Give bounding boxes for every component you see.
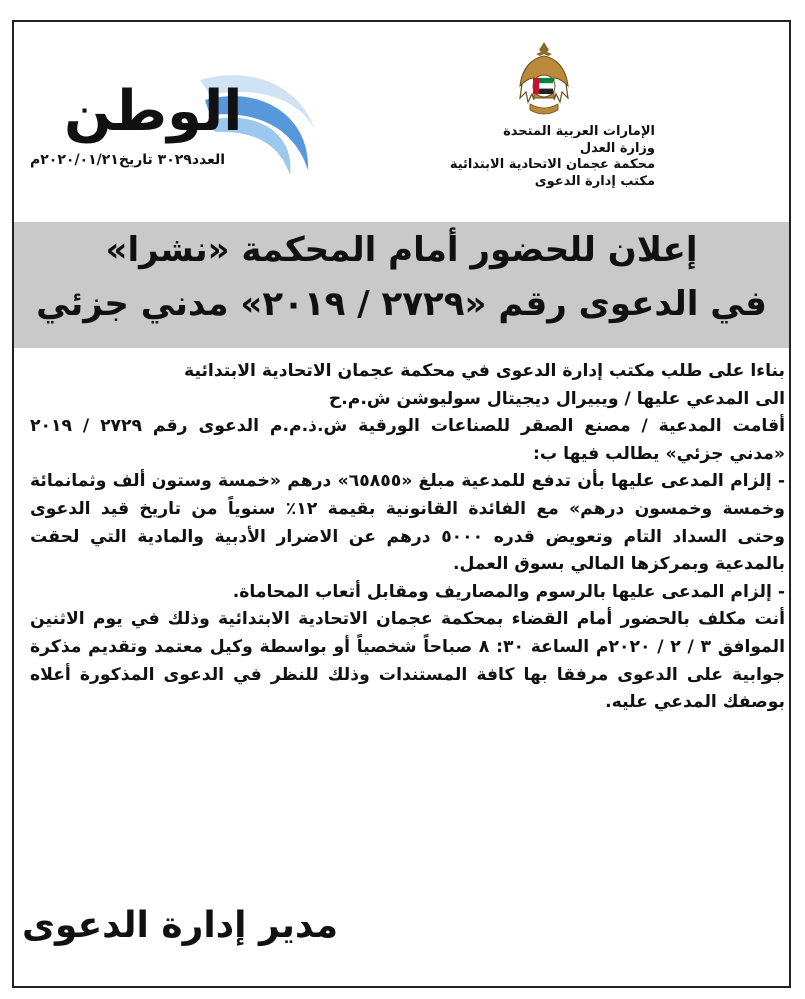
body-paragraph-summons: أنت مكلف بالحضور أمام القضاء بمحكمة عجمان الاتحادية الابتدائية وذلك في يوم الاثنين الموافق ٣ / ٢ / ٢٠٢٠م الساعة ٣٠: ٨ صباحاً شخصياً أو بواسطة وكيل معتمد وتقديم مذكرة جوابية على الدعوى مرفقا بها كافة المستندات وذلك للنظر في الدعوى المذكورة أعلاه بوصفك المدعي عليه. xyxy=(30,609,785,713)
uae-falcon-emblem-icon xyxy=(516,38,572,120)
issue-line: العدد٣٠٢٩ تاريخ٢٠٢٠/٠١/٢١م xyxy=(30,152,226,168)
body-paragraph-claim: - إلزام المدعى عليها بأن تدفع للمدعية مبلغ «٦٥٨٥٥» درهم «خمسة وستون ألف وثمانمائة وخمسة وخمسون درهم» مع الفائدة القانونية بقيمة ١٢٪ سنوياً من تاريخ قيد الدعوى وحتى السداد التام وتعويض قدره ٥٠٠٠ درهم عن الاضرار الأدبية والمادية التي لحقت بالمدعية وبمركزها المالي بسوق العمل. xyxy=(30,471,785,575)
ministry-block xyxy=(450,124,655,190)
notice-title-line-2: في الدعوى رقم «٢٧٢٩ / ٢٠١٩» مدني جزئي xyxy=(36,284,767,324)
notice-title-line-1: إعلان للحضور أمام المحكمة «نشرا» xyxy=(105,230,698,270)
body-paragraph-defendant: الى المدعي عليها / ويبيرال ديجيتال سوليوشن ش.م.ح xyxy=(328,388,785,409)
ministry-line-court: محكمة عجمان الاتحادية الابتدائية xyxy=(449,157,655,172)
ministry-line-ministry: وزارة العدل xyxy=(579,140,655,156)
newspaper-name: الوطن xyxy=(64,79,243,144)
body-paragraph-fees: - إلزام المدعى عليها بالرسوم والمصاريف ومقابل أتعاب المحاماة. xyxy=(232,581,785,602)
ministry-line-country: الإمارات العربية المتحدة xyxy=(503,124,655,139)
ministry-line-office: مكتب إدارة الدعوى xyxy=(534,173,655,189)
notice-body xyxy=(30,358,785,717)
body-paragraph-request: بناءا على طلب مكتب إدارة الدعوى في محكمة عجمان الاتحادية الابتدائية xyxy=(184,361,785,381)
signature: مدير إدارة الدعوى xyxy=(22,905,339,946)
body-paragraph-plaintiff: أقامت المدعية / مصنع الصقر للصناعات الورقية ش.ذ.م.م الدعوى رقم ٢٧٢٩ / ٢٠١٩ «مدني جزئي» يطالب فيها ب: xyxy=(30,416,785,464)
